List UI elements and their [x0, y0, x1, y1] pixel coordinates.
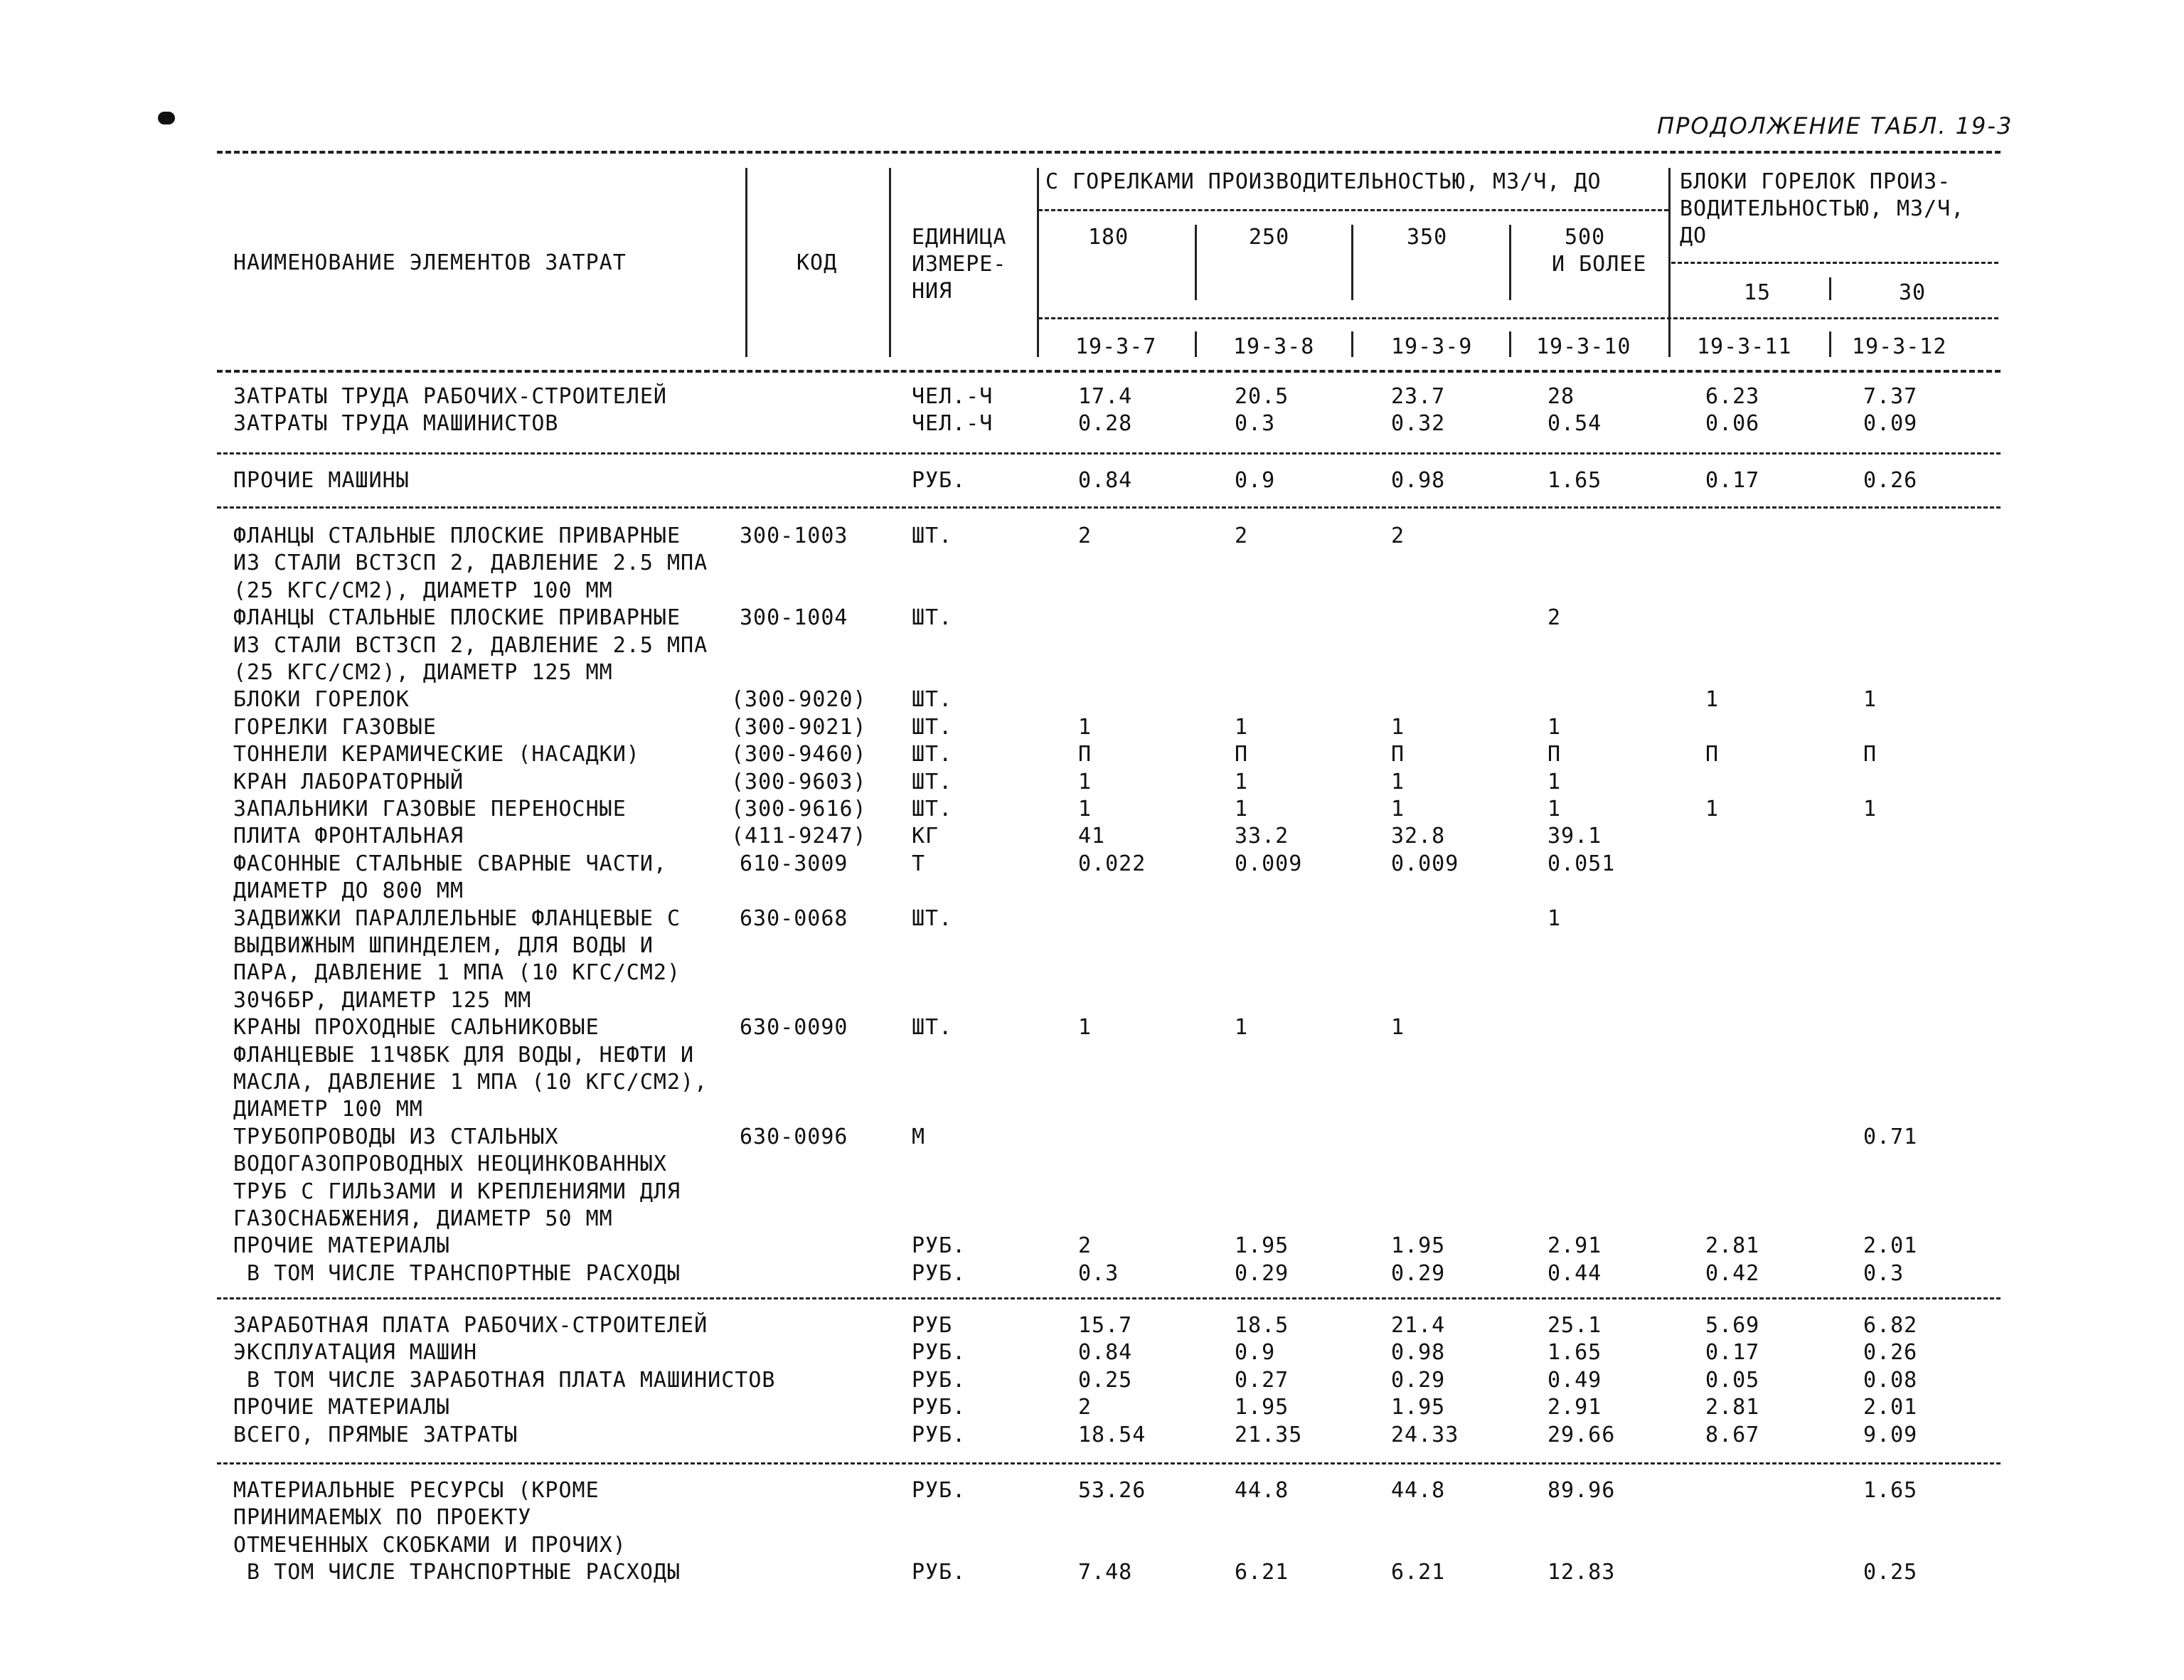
row-value: 1.95 — [1235, 1233, 1289, 1259]
row-unit: РУБ. — [912, 1260, 966, 1286]
group-header-blocks: ВОДИТЕЛЬНОСТЬЮ, М3/Ч, — [1680, 196, 1965, 221]
row-unit: ШТ. — [912, 523, 953, 548]
row-unit: КГ — [912, 824, 939, 849]
row-code: 610-3009 — [740, 851, 848, 876]
row-value: П — [1548, 742, 1562, 767]
row-value: 0.27 — [1235, 1367, 1289, 1393]
row-value: 0.29 — [1235, 1260, 1289, 1286]
row-value: 0.25 — [1863, 1560, 1918, 1585]
row-name: ЗАДВИЖКИ ПАРАЛЛЕЛЬНЫЕ ФЛАНЦЕВЫЕ С — [233, 905, 681, 931]
row-name: ФЛАНЦЫ СТАЛЬНЫЕ ПЛОСКИЕ ПРИВАРНЫЕ — [233, 523, 681, 548]
row-value: 6.23 — [1705, 384, 1760, 409]
rule-header-bottom — [217, 370, 2001, 373]
row-name: ПРОЧИЕ МАШИНЫ — [233, 468, 410, 493]
row-value: 2.91 — [1548, 1395, 1602, 1420]
row-name: ВЫДВИЖНЫМ ШПИНДЕЛЕМ, ДЛЯ ВОДЫ И — [233, 933, 654, 958]
row-value: 0.98 — [1391, 468, 1446, 493]
row-code: 630-0090 — [740, 1015, 848, 1041]
row-value: 1 — [1548, 714, 1562, 740]
row-unit: РУБ. — [912, 1422, 966, 1447]
row-name: ЗАПАЛЬНИКИ ГАЗОВЫЕ ПЕРЕНОСНЫЕ — [233, 797, 627, 822]
row-value: 0.84 — [1078, 1340, 1133, 1366]
row-value: 0.08 — [1863, 1367, 1918, 1393]
norm-code: 19-3-8 — [1233, 334, 1315, 359]
row-name: ПРОЧИЕ МАТЕРИАЛЫ — [233, 1233, 450, 1259]
row-unit: ШТ. — [912, 742, 953, 767]
capacity-label: 30 — [1899, 280, 1927, 305]
row-value: 1 — [1391, 1015, 1405, 1041]
row-unit: РУБ — [912, 1313, 953, 1338]
row-value: 21.35 — [1235, 1422, 1303, 1447]
row-value: 1 — [1548, 797, 1562, 822]
row-unit: ШТ. — [912, 1015, 953, 1041]
column-header-unit: ЕДИНИЦА — [912, 225, 1007, 250]
column-header-unit: ИЗМЕРЕ- — [912, 252, 1007, 277]
row-value: 24.33 — [1391, 1422, 1459, 1447]
row-code: 630-0068 — [740, 905, 848, 931]
row-value: 0.09 — [1863, 411, 1918, 437]
row-value: 1 — [1548, 769, 1562, 794]
row-code: (300-9603) — [731, 769, 867, 794]
row-name: ПРОЧИЕ МАТЕРИАЛЫ — [233, 1395, 450, 1420]
row-value: 2 — [1078, 523, 1092, 548]
row-value: 2.91 — [1548, 1233, 1602, 1259]
row-value: 6.82 — [1863, 1313, 1918, 1338]
row-name: ЗАТРАТЫ ТРУДА МАШИНИСТОВ — [233, 411, 559, 437]
row-name: ГОРЕЛКИ ГАЗОВЫЕ — [233, 714, 437, 740]
row-name: КРАНЫ ПРОХОДНЫЕ САЛЬНИКОВЫЕ — [233, 1015, 600, 1041]
row-value: 28 — [1548, 384, 1575, 409]
header-divider — [1195, 225, 1197, 300]
row-value: 0.84 — [1078, 468, 1133, 493]
row-value: 0.28 — [1078, 411, 1133, 437]
row-value: 1 — [1235, 714, 1249, 740]
row-value: 1 — [1548, 905, 1562, 931]
row-name: ДИАМЕТР ДО 800 ММ — [233, 878, 464, 904]
row-value: 1 — [1863, 687, 1877, 713]
row-value: 89.96 — [1548, 1478, 1616, 1503]
header-subrule — [1671, 262, 1998, 264]
header-divider — [1509, 331, 1511, 357]
row-value: 0.17 — [1705, 1340, 1760, 1366]
row-value: 0.25 — [1078, 1367, 1133, 1393]
column-header-unit: НИЯ — [912, 279, 953, 304]
row-value: 1.65 — [1548, 1340, 1602, 1366]
row-value: 41 — [1078, 824, 1106, 849]
row-value: 0.29 — [1391, 1367, 1446, 1393]
row-unit: М — [912, 1124, 926, 1149]
header-divider — [745, 168, 747, 357]
row-unit: ШТ. — [912, 714, 953, 740]
header-divider — [1829, 331, 1831, 357]
rule-section — [217, 452, 2001, 454]
row-value: 0.54 — [1548, 411, 1602, 437]
row-value: 6.21 — [1391, 1560, 1446, 1585]
row-value: 17.4 — [1078, 384, 1133, 409]
row-value: 2.01 — [1863, 1395, 1918, 1420]
row-value: 0.009 — [1391, 851, 1459, 876]
row-value: 0.05 — [1705, 1367, 1760, 1393]
row-name: В ТОМ ЧИСЛЕ ТРАНСПОРТНЫЕ РАСХОДЫ — [233, 1260, 681, 1286]
row-value: 0.49 — [1548, 1367, 1602, 1393]
row-value: 1 — [1705, 687, 1720, 713]
row-value: 23.7 — [1391, 384, 1446, 409]
row-value: П — [1235, 742, 1249, 767]
row-code: (411-9247) — [731, 824, 867, 849]
row-value: 2 — [1235, 523, 1249, 548]
group-header-blocks: БЛОКИ ГОРЕЛОК ПРОИЗ- — [1680, 169, 1951, 194]
row-value: 12.83 — [1548, 1560, 1616, 1585]
row-value: 53.26 — [1078, 1478, 1146, 1503]
row-value: 0.32 — [1391, 411, 1446, 437]
row-code: (300-9021) — [731, 714, 867, 740]
row-code: 300-1004 — [740, 605, 848, 631]
row-name: МАСЛА, ДАВЛЕНИЕ 1 МПА (10 КГС/СМ2), — [233, 1070, 708, 1095]
row-value: 0.051 — [1548, 851, 1616, 876]
row-value: 1 — [1391, 769, 1405, 794]
rule-section — [217, 1462, 2001, 1464]
continuation-title: ПРОДОЛЖЕНИЕ ТАБЛ. 19-3 — [1657, 112, 2013, 139]
row-value: 20.5 — [1235, 384, 1289, 409]
row-value: 1 — [1078, 714, 1092, 740]
row-value: 1 — [1863, 797, 1877, 822]
row-value: 7.37 — [1863, 384, 1918, 409]
rule-section — [217, 506, 2001, 509]
row-name: ЗАТРАТЫ ТРУДА РАБОЧИХ-СТРОИТЕЛЕЙ — [233, 384, 667, 409]
row-value: 1.95 — [1235, 1395, 1289, 1420]
row-value: 1.65 — [1548, 468, 1602, 493]
row-name: ИЗ СТАЛИ ВСТ3СП 2, ДАВЛЕНИЕ 2.5 МПА — [233, 632, 708, 658]
header-divider — [889, 168, 891, 357]
row-value: 1 — [1078, 769, 1092, 794]
row-value: 0.29 — [1391, 1260, 1446, 1286]
row-value: 1 — [1235, 1015, 1249, 1041]
norm-code: 19-3-7 — [1075, 334, 1157, 359]
row-value: 7.48 — [1078, 1560, 1133, 1585]
header-divider — [1037, 168, 1039, 357]
row-value: 25.1 — [1548, 1313, 1602, 1338]
row-name: ВОДОГАЗОПРОВОДНЫХ НЕОЦИНКОВАННЫХ — [233, 1152, 667, 1177]
header-divider — [1668, 168, 1671, 357]
row-value: 0.009 — [1235, 851, 1303, 876]
header-divider — [1829, 277, 1831, 300]
column-header-name: НАИМЕНОВАНИЕ ЭЛЕМЕНТОВ ЗАТРАТ — [233, 250, 627, 275]
header-divider — [1351, 225, 1353, 300]
row-name: КРАН ЛАБОРАТОРНЫЙ — [233, 769, 464, 794]
row-unit: ЧЕЛ.-Ч — [912, 411, 994, 437]
norm-code: 19-3-11 — [1697, 334, 1792, 359]
row-value: П — [1078, 742, 1092, 767]
row-name: В ТОМ ЧИСЛЕ ЗАРАБОТНАЯ ПЛАТА МАШИНИСТОВ — [233, 1367, 776, 1393]
row-name: ИЗ СТАЛИ ВСТ3СП 2, ДАВЛЕНИЕ 2.5 МПА — [233, 551, 708, 576]
row-unit: ШТ. — [912, 769, 953, 794]
row-value: 0.3 — [1078, 1260, 1119, 1286]
row-value: 0.26 — [1863, 1340, 1918, 1366]
row-value: 44.8 — [1391, 1478, 1446, 1503]
row-value: 6.21 — [1235, 1560, 1289, 1585]
row-name: ПЛИТА ФРОНТАЛЬНАЯ — [233, 824, 464, 849]
row-value: 2 — [1078, 1395, 1092, 1420]
row-value: 2 — [1391, 523, 1405, 548]
header-divider — [1509, 225, 1511, 300]
capacity-label: 180 — [1088, 225, 1129, 250]
row-name: ФЛАНЦЫ СТАЛЬНЫЕ ПЛОСКИЕ ПРИВАРНЫЕ — [233, 605, 681, 631]
row-value: 2 — [1078, 1233, 1092, 1259]
row-name: ДИАМЕТР 100 ММ — [233, 1097, 423, 1122]
capacity-label: 15 — [1744, 280, 1772, 305]
row-value: 18.54 — [1078, 1422, 1146, 1447]
row-unit: Т — [912, 851, 926, 876]
row-name: 30Ч6БР, ДИАМЕТР 125 ММ — [233, 987, 532, 1013]
row-name: ПРИНИМАЕМЫХ ПО ПРОЕКТУ — [233, 1505, 532, 1531]
row-name: (25 КГС/СМ2), ДИАМЕТР 100 ММ — [233, 578, 613, 603]
row-value: 0.9 — [1235, 1340, 1276, 1366]
row-value: 1.65 — [1863, 1478, 1918, 1503]
row-name: (25 КГС/СМ2), ДИАМЕТР 125 ММ — [233, 660, 613, 685]
row-code: 300-1003 — [740, 523, 848, 548]
row-name: ЗАРАБОТНАЯ ПЛАТА РАБОЧИХ-СТРОИТЕЛЕЙ — [233, 1313, 708, 1338]
row-value: 15.7 — [1078, 1313, 1133, 1338]
row-value: 0.17 — [1705, 468, 1760, 493]
capacity-label: 350 — [1407, 225, 1448, 250]
row-value: 1.95 — [1391, 1233, 1446, 1259]
capacity-label: И БОЛЕЕ — [1552, 252, 1647, 277]
row-value: 33.2 — [1235, 824, 1289, 849]
row-unit: РУБ. — [912, 1340, 966, 1366]
row-unit: РУБ. — [912, 1560, 966, 1585]
column-header-code: КОД — [797, 250, 838, 275]
capacity-label: 250 — [1249, 225, 1290, 250]
row-value: 1 — [1705, 797, 1720, 822]
row-code: (300-9616) — [731, 797, 867, 822]
norm-code: 19-3-12 — [1852, 334, 1947, 359]
row-value: 39.1 — [1548, 824, 1602, 849]
row-name: В ТОМ ЧИСЛЕ ТРАНСПОРТНЫЕ РАСХОДЫ — [233, 1560, 681, 1585]
row-name: ГАЗОСНАБЖЕНИЯ, ДИАМЕТР 50 ММ — [233, 1206, 613, 1231]
row-name: ВСЕГО, ПРЯМЫЕ ЗАТРАТЫ — [233, 1422, 518, 1447]
capacity-label: 500 — [1565, 225, 1606, 250]
rule-section — [217, 1297, 2001, 1299]
row-value: 0.3 — [1863, 1260, 1905, 1286]
row-value: 18.5 — [1235, 1313, 1289, 1338]
row-name: ТОННЕЛИ КЕРАМИЧЕСКИЕ (НАСАДКИ) — [233, 742, 640, 767]
row-name: ЭКСПЛУАТАЦИЯ МАШИН — [233, 1340, 478, 1366]
header-divider — [1195, 331, 1197, 357]
row-unit: ШТ. — [912, 687, 953, 713]
row-name: ФЛАНЦЕВЫЕ 11Ч8БК ДЛЯ ВОДЫ, НЕФТИ И — [233, 1042, 695, 1068]
row-value: 1 — [1078, 797, 1092, 822]
row-value: 32.8 — [1391, 824, 1446, 849]
row-unit: РУБ. — [912, 1233, 966, 1259]
row-code: (300-9020) — [731, 687, 867, 713]
row-value: 1 — [1391, 797, 1405, 822]
header-subrule — [1038, 317, 1998, 319]
norm-code: 19-3-10 — [1536, 334, 1631, 359]
row-code: (300-9460) — [731, 742, 867, 767]
row-value: 2 — [1548, 605, 1562, 631]
row-unit: РУБ. — [912, 1367, 966, 1393]
row-value: П — [1705, 742, 1720, 767]
row-name: ПАРА, ДАВЛЕНИЕ 1 МПА (10 КГС/СМ2) — [233, 960, 681, 986]
row-value: 0.42 — [1705, 1260, 1760, 1286]
row-unit: РУБ. — [912, 1478, 966, 1503]
header-subrule — [1038, 209, 1668, 211]
row-name: ТРУБОПРОВОДЫ ИЗ СТАЛЬНЫХ — [233, 1124, 559, 1149]
row-unit: ШТ. — [912, 905, 953, 931]
row-value: 2.81 — [1705, 1233, 1760, 1259]
row-unit: РУБ. — [912, 468, 966, 493]
row-value: П — [1391, 742, 1405, 767]
row-value: 0.71 — [1863, 1124, 1918, 1149]
norm-code: 19-3-9 — [1391, 334, 1473, 359]
row-value: 2.01 — [1863, 1233, 1918, 1259]
row-value: 1 — [1235, 769, 1249, 794]
row-value: 0.3 — [1235, 411, 1276, 437]
group-header-blocks: ДО — [1680, 223, 1708, 248]
row-value: 1 — [1078, 1015, 1092, 1041]
row-unit: ШТ. — [912, 797, 953, 822]
corner-mark — [158, 112, 175, 124]
row-value: 44.8 — [1235, 1478, 1289, 1503]
row-value: 21.4 — [1391, 1313, 1446, 1338]
group-header-burners: С ГОРЕЛКАМИ ПРОИЗВОДИТЕЛЬНОСТЬЮ, М3/Ч, ДО — [1045, 169, 1602, 194]
row-value: 1 — [1235, 797, 1249, 822]
row-value: 8.67 — [1705, 1422, 1760, 1447]
row-value: 9.09 — [1863, 1422, 1918, 1447]
row-value: 0.06 — [1705, 411, 1760, 437]
row-code: 630-0096 — [740, 1124, 848, 1149]
rule-top — [217, 151, 2001, 154]
row-value: 0.44 — [1548, 1260, 1602, 1286]
row-value: 2.81 — [1705, 1395, 1760, 1420]
row-value: 0.26 — [1863, 468, 1918, 493]
row-value: П — [1863, 742, 1877, 767]
row-value: 1.95 — [1391, 1395, 1446, 1420]
row-name: ТРУБ С ГИЛЬЗАМИ И КРЕПЛЕНИЯМИ ДЛЯ — [233, 1179, 681, 1204]
row-unit: ЧЕЛ.-Ч — [912, 384, 994, 409]
row-value: 29.66 — [1548, 1422, 1616, 1447]
row-name: ФАСОННЫЕ СТАЛЬНЫЕ СВАРНЫЕ ЧАСТИ, — [233, 851, 667, 876]
row-name: МАТЕРИАЛЬНЫЕ РЕСУРСЫ (КРОМЕ — [233, 1478, 600, 1503]
row-value: 0.9 — [1235, 468, 1276, 493]
row-value: 1 — [1391, 714, 1405, 740]
row-value: 0.022 — [1078, 851, 1146, 876]
row-unit: ШТ. — [912, 605, 953, 631]
header-divider — [1351, 331, 1353, 357]
row-name: ОТМЕЧЕННЫХ СКОБКАМИ И ПРОЧИХ) — [233, 1532, 627, 1558]
row-name: БЛОКИ ГОРЕЛОК — [233, 687, 410, 713]
row-value: 0.98 — [1391, 1340, 1446, 1366]
row-unit: РУБ. — [912, 1395, 966, 1420]
row-value: 5.69 — [1705, 1313, 1760, 1338]
